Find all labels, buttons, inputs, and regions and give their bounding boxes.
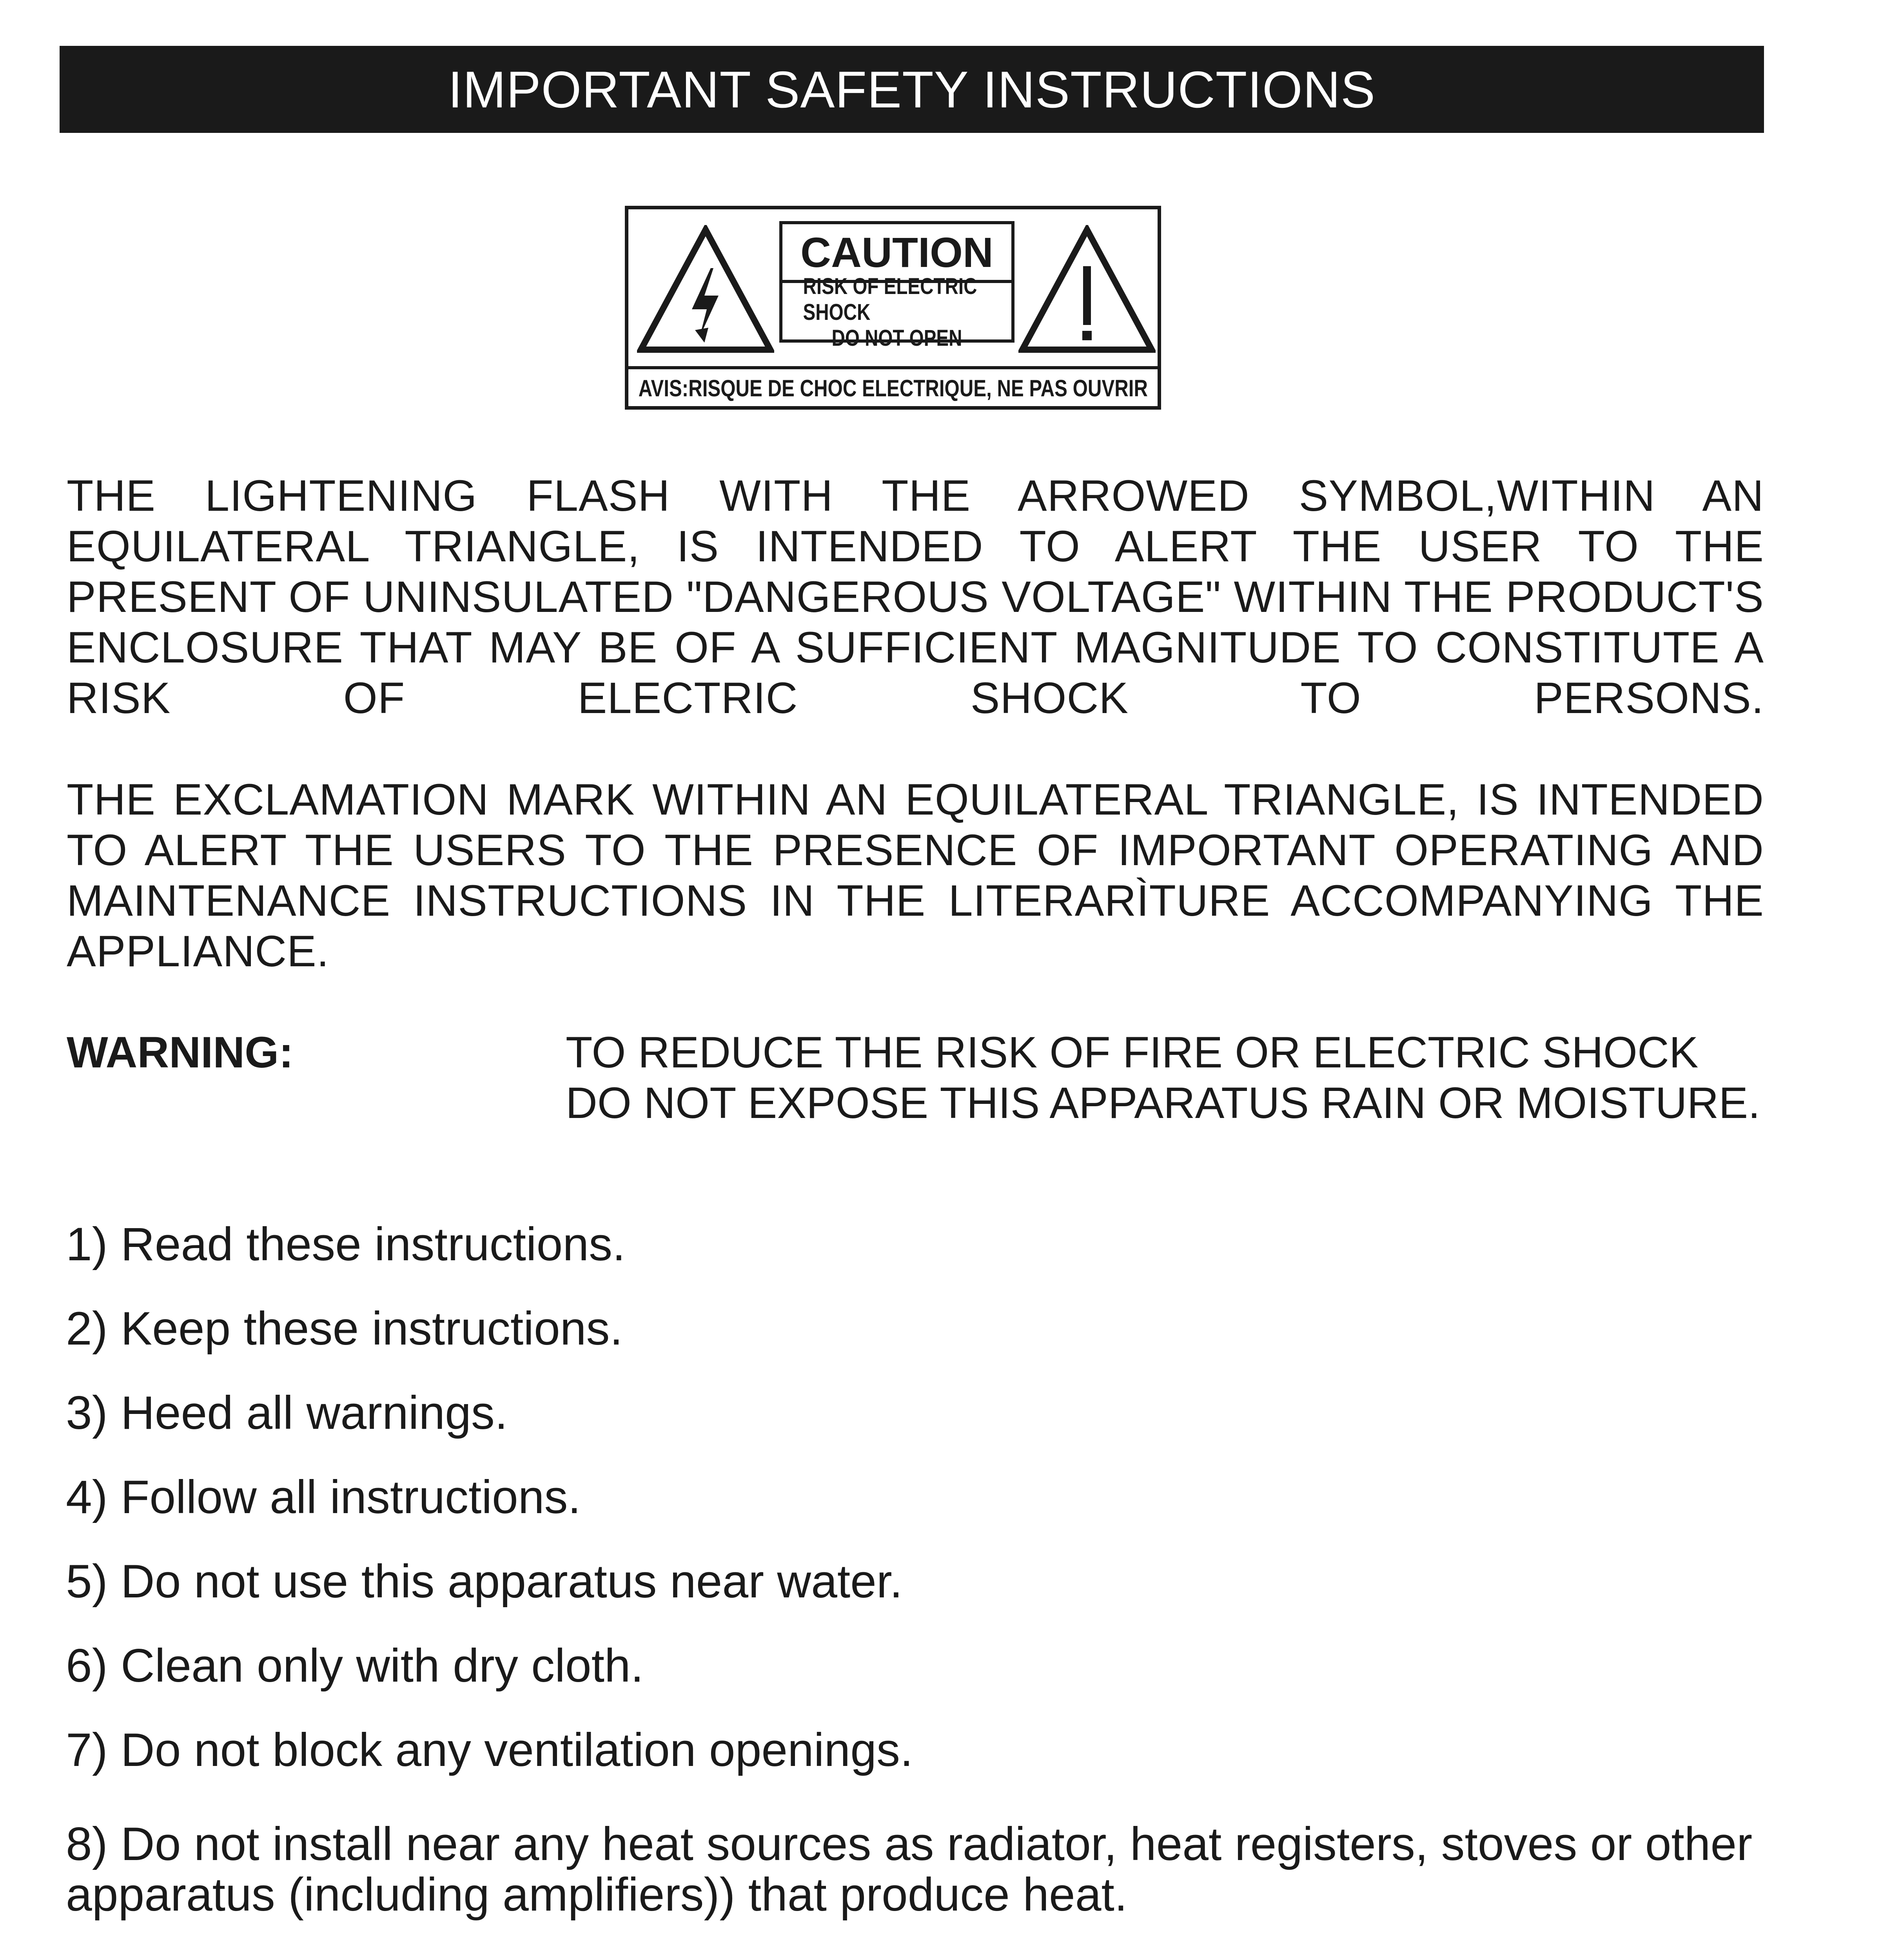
caution-do-not-open-text: DO NOT OPEN [831,325,962,351]
instruction-item: 8) Do not install near any heat sources as radiator, heat registers, stoves or other apparatus (including amplifiers)) that produce heat. [66,1818,1753,1921]
lightning-bolt-triangle-icon [637,225,774,354]
page-header [60,46,1764,133]
instruction-item: 7) Do not block any ventilation openings. [66,1724,913,1776]
caution-label [625,206,1161,410]
caution-subtitle [803,274,991,351]
caution-risk-text: RISK OF ELECTRIC SHOCK [803,274,977,325]
exclamation-symbol-paragraph: THE EXCLAMATION MARK WITHIN AN EQUILATERAL TRIANGLE, IS INTENDED TO ALERT THE USERS TO THE PRESENCE OF IMPORTANT OPERATING AND MAINTENANCE INSTRUCTIONS IN THE LITERARÌTURE ACCOMPANYING THE APPLIANCE. [67,775,1764,976]
caution-title-box [779,221,1014,351]
instruction-item: 5) Do not use this apparatus near water. [66,1555,903,1608]
instruction-item: 3) Heed all warnings. [66,1387,508,1439]
instruction-item: 6) Clean only with dry cloth. [66,1639,644,1692]
instruction-item: 2) Keep these instructions. [66,1302,623,1355]
instruction-item: 1) Read these instructions. [66,1218,626,1270]
exclamation-triangle-icon [1018,225,1156,354]
page-title: IMPORTANT SAFETY INSTRUCTIONS [448,60,1376,118]
lightning-symbol-paragraph: THE LIGHTENING FLASH WITH THE ARROWED SYMBOL,WITHIN AN EQUILATERAL TRIANGLE, IS INTENDED TO ALERT THE USER TO THE PRESENT OF UNINSULATED "DANGEROUS VOLTAGE" WITHIN THE PRODUCT'S ENCLOSURE THAT MAY BE OF A SUFFICIENT MAGNITUDE TO CONSTITUTE A RISK OF ELECTRIC SHOCK TO PERSONS. [67,471,1764,722]
warning-label: WARNING: [67,1028,294,1077]
caution-avis-text: AVIS:RISQUE DE CHOC ELECTRIQUE, NE PAS OUVRIR [628,366,1158,407]
warning-text: TO REDUCE THE RISK OF FIRE OR ELECTRIC SHOCK DO NOT EXPOSE THIS APPARATUS RAIN OR MOISTURE. [566,1028,1760,1127]
caution-title: CAUTION [782,224,1011,283]
instruction-item: 4) Follow all instructions. [66,1471,581,1523]
